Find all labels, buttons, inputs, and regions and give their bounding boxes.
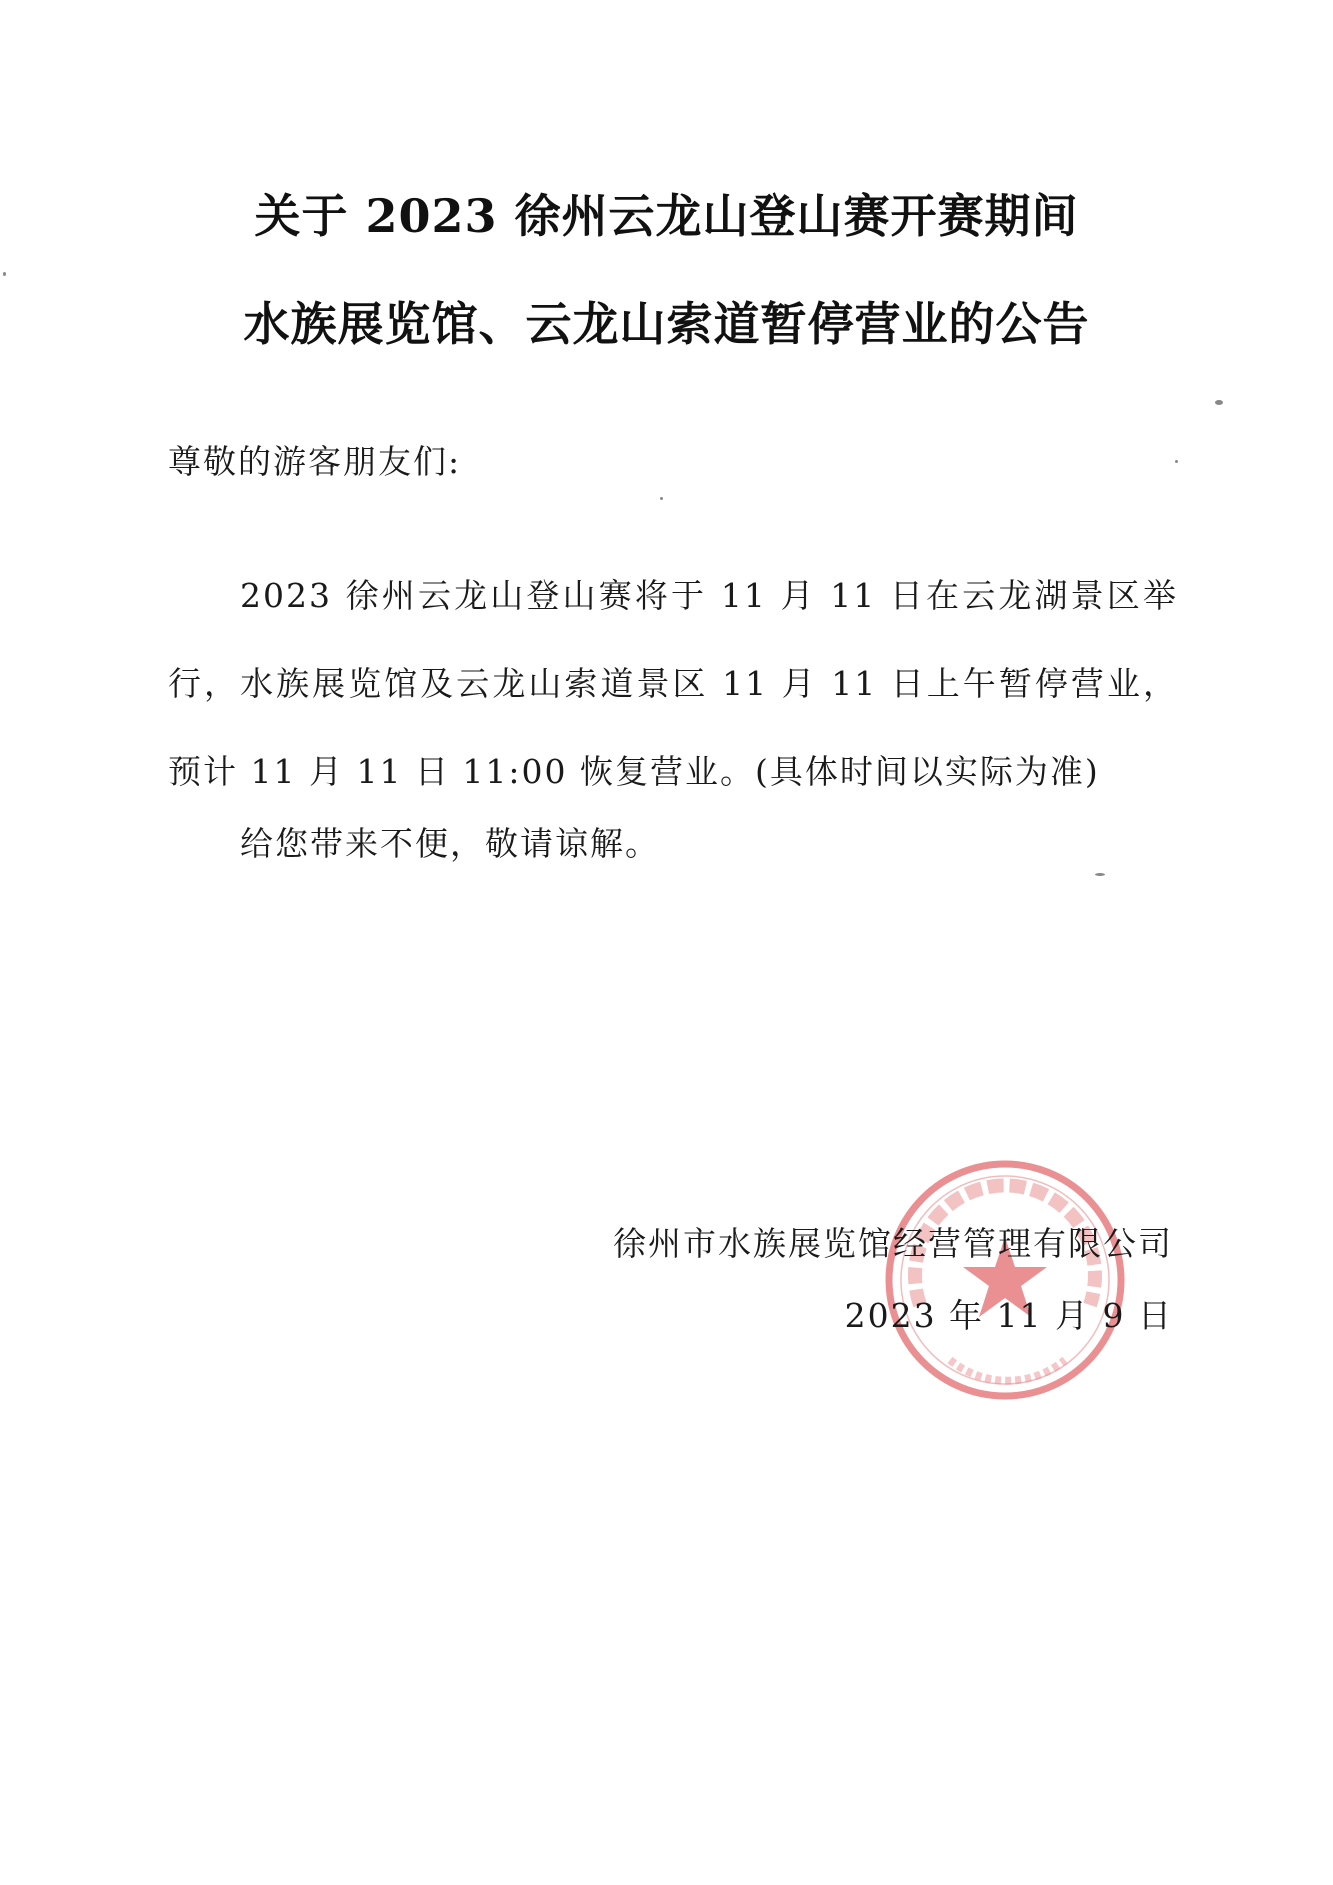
title-line-1: 关于 2023 徐州云龙山登山赛开赛期间 bbox=[254, 189, 1079, 243]
salutation: 尊敬的游客朋友们: bbox=[168, 442, 462, 481]
scan-speck bbox=[660, 497, 663, 500]
scan-speck bbox=[1175, 460, 1178, 463]
scan-speck bbox=[3, 272, 6, 276]
scan-speck bbox=[1215, 400, 1223, 405]
signature-company: 徐州市水族展览馆经营管理有限公司 bbox=[613, 1224, 1173, 1263]
official-seal-icon bbox=[880, 1155, 1130, 1405]
title-line-2: 水族展览馆、云龙山索道暂停营业的公告 bbox=[243, 297, 1090, 351]
signature-date: 2023 年 11 月 9 日 bbox=[844, 1296, 1173, 1335]
scan-speck bbox=[1095, 873, 1105, 876]
closing-line: 给您带来不便，敬请谅解。 bbox=[240, 824, 660, 863]
body-paragraph: 2023 徐州云龙山登山赛将于 11 月 11 日在云龙湖景区举行，水族展览馆及云龙山索道景区 11 月 11 日上午暂停营业，预计 11 月 11 日 11:00 恢复营业。(具体时间以实际为准) bbox=[168, 576, 1178, 791]
